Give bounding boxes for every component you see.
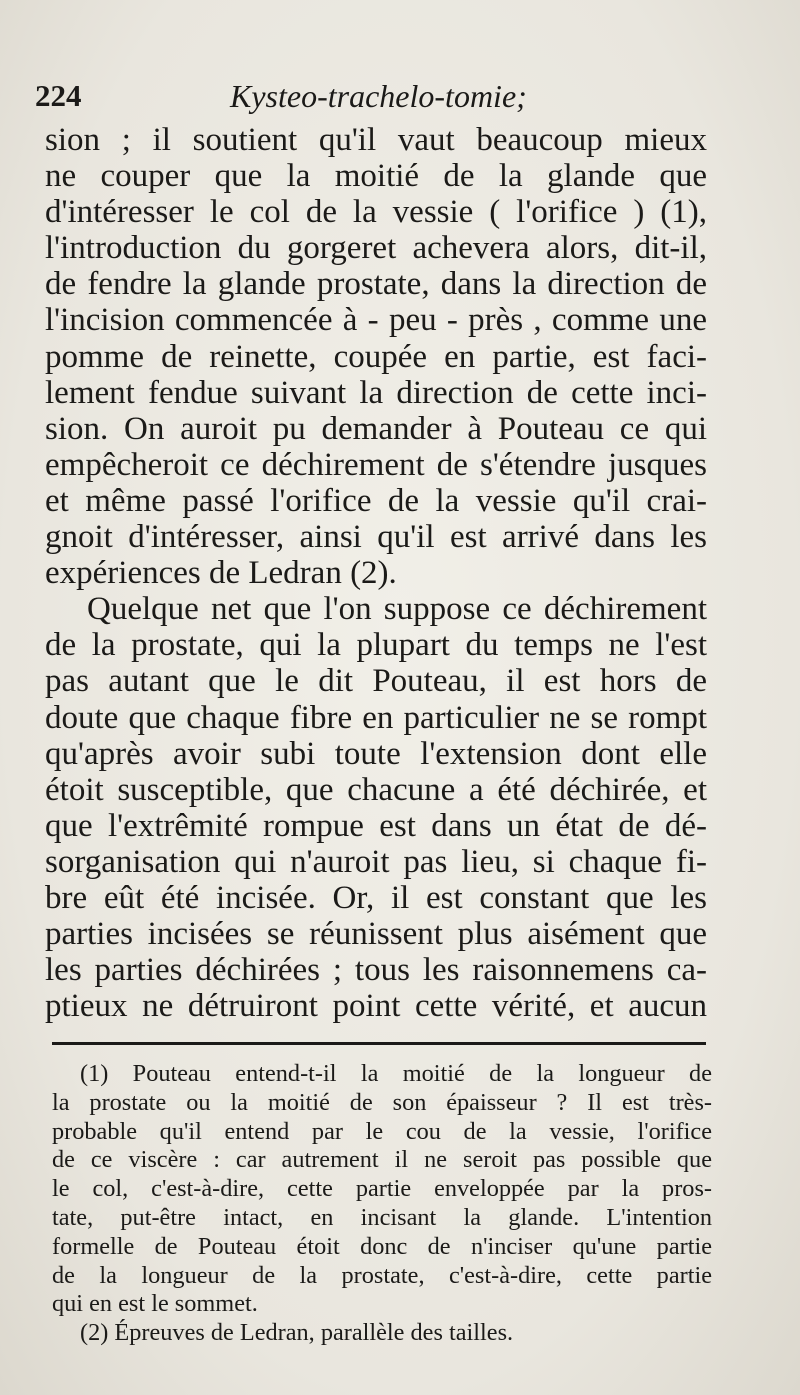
text-line: l'incision commencée à - peu - près , comme une [45, 302, 707, 339]
text-line: d'intéresser le col de la vessie ( l'orifice ) (1), [45, 194, 707, 231]
text-line: bre eût été incisée. Or, il est constant que les [45, 879, 707, 916]
footnote-line: le col, c'est-à-dire, cette partie enveloppée par la pros- [52, 1175, 712, 1203]
text-line: qu'après avoir subi toute l'extension dont elle [45, 735, 707, 772]
text-line: pomme de reinette, coupée en partie, est faci- [45, 338, 707, 375]
footnote-line: formelle de Pouteau étoit donc de n'inciser qu'une partie [52, 1232, 712, 1260]
footnote-line: de la longueur de la prostate, c'est-à-dire, cette partie [52, 1261, 712, 1289]
text-line: ptieux ne détruiront point cette vérité, et aucun [45, 988, 707, 1025]
text-line: pas autant que le dit Pouteau, il est hors de [45, 663, 707, 700]
text-line: sion ; il soutient qu'il vaut beaucoup mieux [45, 122, 707, 158]
page-header [35, 78, 725, 122]
text-line: de la prostate, qui la plupart du temps ne l'est [45, 627, 707, 664]
running-title: Kysteo-trachelo-tomie; [230, 78, 527, 114]
footnote-rule [52, 1042, 706, 1045]
text-line: empêcheroit ce déchirement de s'étendre jusques [45, 446, 707, 483]
text-line: gnoit d'intéresser, ainsi qu'il est arrivé dans les [45, 519, 707, 556]
page-number: 224 [35, 78, 82, 113]
text-line: lement fendue suivant la direction de cette inci- [45, 374, 707, 411]
footnotes [52, 1060, 712, 1348]
footnote-line: (2) Épreuves de Ledran, parallèle des tailles. [80, 1319, 514, 1347]
text-line: doute que chaque fibre en particulier ne se rompt [45, 699, 707, 736]
footnote-line: (1) Pouteau entend-t-il la moitié de la longueur de [80, 1060, 712, 1087]
text-line: étoit susceptible, que chacune a été déchirée, et [45, 771, 707, 808]
footnote-line: probable qu'il entend par le cou de la vessie, l'orifice [52, 1117, 712, 1145]
text-line: parties incisées se réunissent plus aisément que [45, 916, 707, 953]
footnote-line: qui en est le sommet. [52, 1290, 258, 1318]
text-line: de fendre la glande prostate, dans la direction de [45, 266, 707, 303]
text-line: que l'extrêmité rompue est dans un état de dé- [45, 807, 707, 844]
text-line: sion. On auroit pu demander à Pouteau ce qui [45, 410, 707, 447]
text-line: et même passé l'orifice de la vessie qu'il crai- [45, 482, 707, 519]
main-text [45, 122, 707, 1024]
text-line: les parties déchirées ; tous les raisonnemens ca- [45, 952, 707, 989]
text-line: Quelque net que l'on suppose ce déchirement [87, 591, 707, 628]
footnote-line: la prostate ou la moitié de son épaisseur ? Il est très- [52, 1088, 712, 1116]
text-line: ne couper que la moitié de la glande que [45, 158, 707, 195]
footnote-line: tate, put-être intact, en incisant la glande. L'intention [52, 1203, 712, 1231]
footnote-line: de ce viscère : car autrement il ne seroit pas possible que [52, 1146, 712, 1174]
text-line: sorganisation qui n'auroit pas lieu, si chaque fi- [45, 843, 707, 880]
text-line: l'introduction du gorgeret achevera alors, dit-il, [45, 230, 707, 267]
text-line: expériences de Ledran (2). [45, 555, 397, 592]
